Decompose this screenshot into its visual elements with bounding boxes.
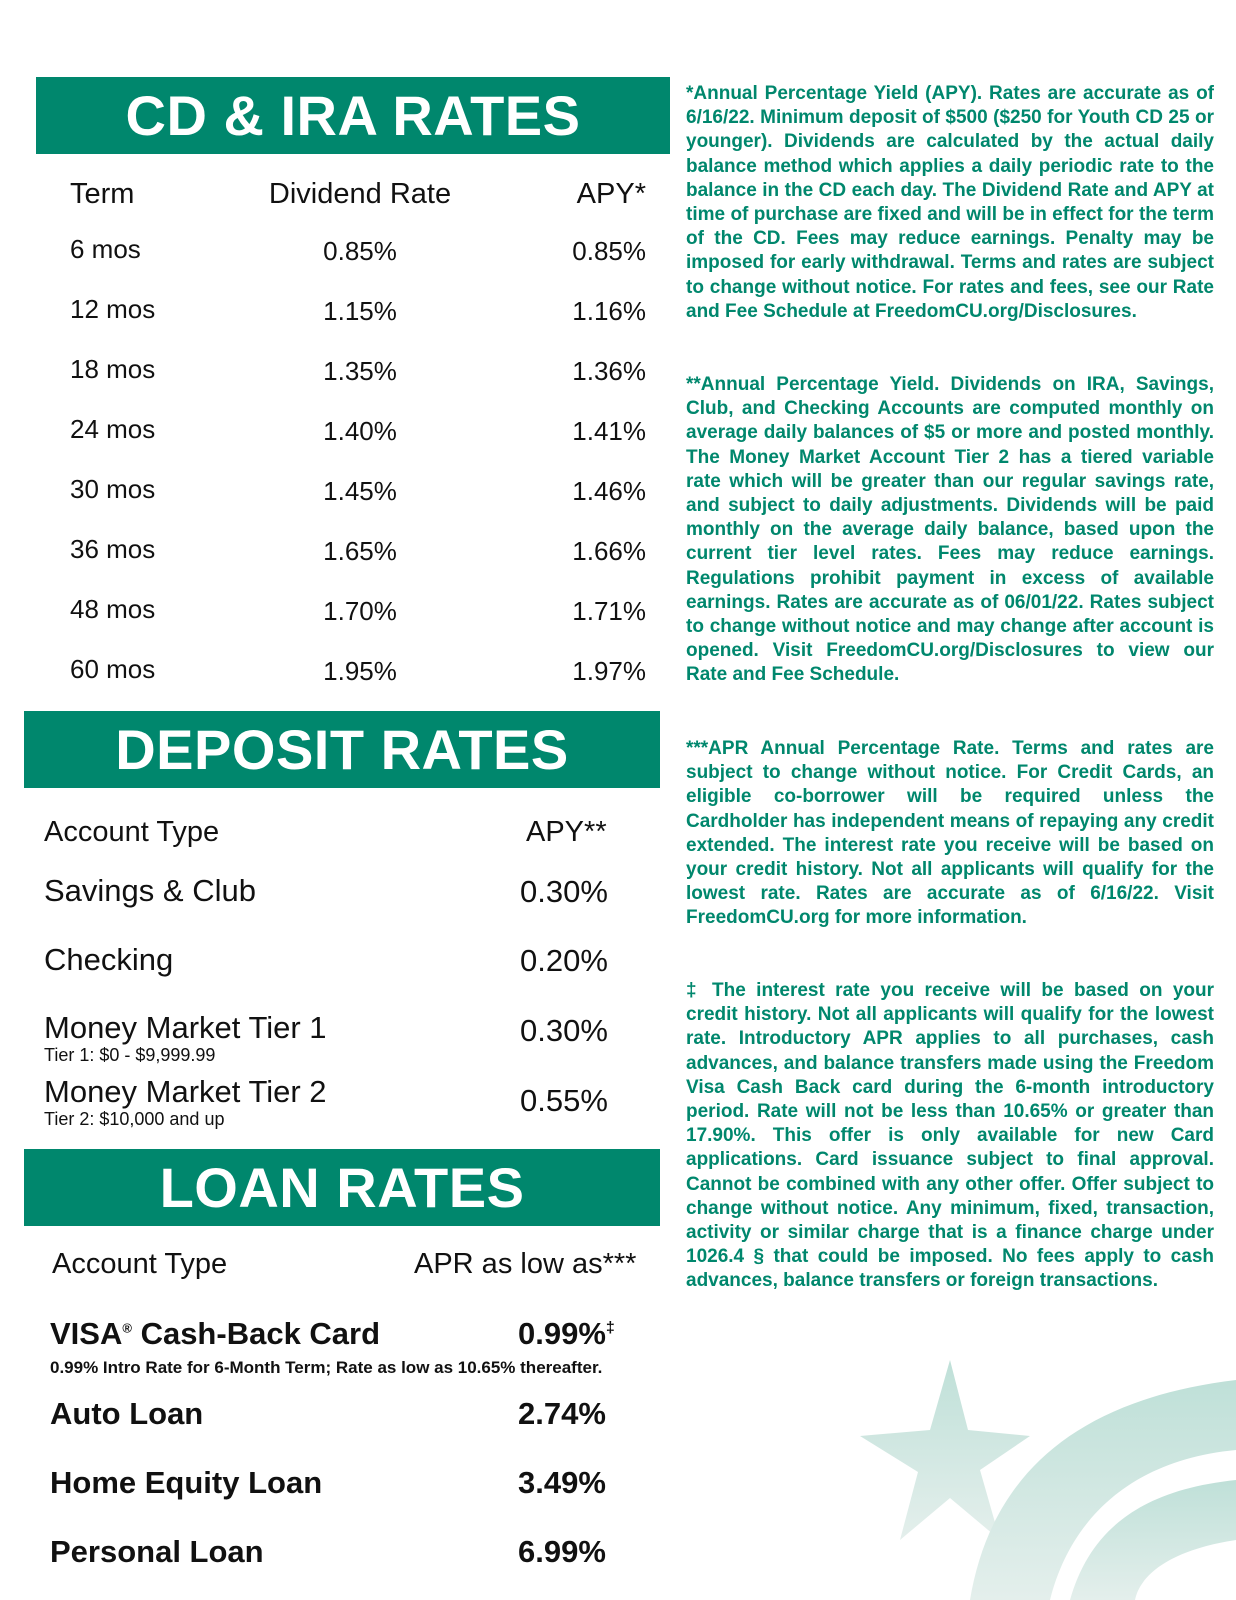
cd-term: 30 mos bbox=[70, 474, 156, 504]
apr-disclosure: ***APR Annual Percentage Rate. Terms and rates are subject to change without notice. For Credit Cards, an eligible co-borrower will be required unless the Cardholder has independent means of repaying any credit extended. The interest rate you receive will be based on your credit history. Not all applicants will qualify for the lowest rate. Rates are accurate as of 6/16/22. Visit FreedomCU.org for more information. bbox=[686, 738, 1214, 929]
cd-apy: 0.85% bbox=[572, 236, 646, 266]
apy-column-header: APY* bbox=[576, 178, 646, 210]
deposit-apy-disclosure: **Annual Percentage Yield. Dividends on IRA, Savings, Club, and Checking Accounts are computed monthly on average daily balances of $5 or more and posted monthly. The Money Market Account Tier 2 has a tiered variable rate which will be greater than our regular savings rate, and subject to daily adjustments. Dividends will be paid monthly on the average daily balance, based upon the current tier level rates. Fees may reduce earnings. Regulations prohibit payment in excess of available earnings. Rates are accurate as of 06/01/22. Rates subject to change without notice and may change after account is opened. Visit FreedomCU.org/Disclosures to view our Rate and Fee Schedule. bbox=[686, 374, 1214, 686]
loan-apr: 2.74% bbox=[518, 1396, 606, 1431]
cd-dividend-rate: 1.95% bbox=[323, 656, 397, 686]
deposit-account-apy: 0.55% bbox=[520, 1083, 608, 1118]
cd-apy: 1.36% bbox=[572, 356, 646, 386]
visa-apr-value: 0.99% bbox=[518, 1316, 606, 1351]
visa-cash-back-card-label bbox=[50, 1316, 380, 1352]
visa-label-rest: Cash-Back Card bbox=[131, 1316, 381, 1351]
cd-dividend-rate: 1.65% bbox=[323, 536, 397, 566]
cd-ira-rates-heading: CD & IRA RATES bbox=[36, 77, 670, 154]
double-dagger-mark: ‡ bbox=[605, 1319, 615, 1337]
loan-account-type-header: Account Type bbox=[52, 1248, 228, 1280]
deposit-apy-header: APY** bbox=[526, 816, 607, 848]
cd-term: 36 mos bbox=[70, 534, 156, 564]
cd-apy: 1.66% bbox=[572, 536, 646, 566]
cd-dividend-rate: 1.45% bbox=[323, 476, 397, 506]
loan-label: Personal Loan bbox=[50, 1534, 264, 1569]
cd-dividend-rate: 0.85% bbox=[323, 236, 397, 266]
deposit-account-type-header: Account Type bbox=[44, 816, 220, 848]
registered-mark: ® bbox=[122, 1320, 132, 1336]
cd-term: 18 mos bbox=[70, 354, 156, 384]
cd-apy: 1.41% bbox=[572, 416, 646, 446]
loan-apr-header: APR as low as*** bbox=[414, 1248, 637, 1280]
loan-label: Auto Loan bbox=[50, 1396, 204, 1431]
dividend-rate-column-header: Dividend Rate bbox=[268, 178, 452, 210]
deposit-account-label: Savings & Club bbox=[44, 873, 256, 908]
loan-label: Home Equity Loan bbox=[50, 1465, 323, 1500]
loan-apr: 3.49% bbox=[518, 1465, 606, 1500]
deposit-account-apy: 0.20% bbox=[520, 943, 608, 978]
loan-rates-heading: LOAN RATES bbox=[24, 1149, 660, 1226]
cd-term: 24 mos bbox=[70, 414, 156, 444]
deposit-account-apy: 0.30% bbox=[520, 1013, 608, 1048]
cd-dividend-rate: 1.15% bbox=[323, 296, 397, 326]
cd-apy: 1.46% bbox=[572, 476, 646, 506]
visa-intro-note: 0.99% Intro Rate for 6-Month Term; Rate as low as 10.65% thereafter. bbox=[50, 1358, 603, 1377]
deposit-account-label: Checking bbox=[44, 942, 174, 977]
cd-dividend-rate: 1.35% bbox=[323, 356, 397, 386]
cd-apy: 1.16% bbox=[572, 296, 646, 326]
cd-dividend-rate: 1.40% bbox=[323, 416, 397, 446]
deposit-tier-range: Tier 2: $10,000 and up bbox=[44, 1109, 225, 1129]
deposit-account-label: Money Market Tier 1 bbox=[44, 1010, 327, 1045]
cd-apy: 1.97% bbox=[572, 656, 646, 686]
deposit-account-label: Money Market Tier 2 bbox=[44, 1074, 327, 1109]
term-column-header: Term bbox=[70, 178, 135, 210]
visa-rate-disclosure: ‡ The interest rate you receive will be based on your credit history. Not all applicants will qualify for the lowest rate. Introductory APR applies to all purchases, cash advances, and balance transfers made using the Freedom Visa Cash Back card during the 6-month introductory period. Rate will not be less than 10.65% or greater than 17.90%. This offer is only available for new Card applications. Card issuance subject to final approval. Cannot be combined with any other offer. Offer subject to change without notice. Any minimum, fixed, transaction, activity or similar charge that is a finance charge under 1026.4 § that could be imposed. No fees apply to cash advances, balance transfers or foreign transactions. bbox=[686, 980, 1214, 1292]
cd-term: 60 mos bbox=[70, 654, 156, 684]
visa-label: VISA bbox=[50, 1316, 123, 1351]
cd-dividend-rate: 1.70% bbox=[323, 596, 397, 626]
freedom-star-logo-watermark bbox=[840, 1340, 1236, 1600]
cd-apy-disclosure: *Annual Percentage Yield (APY). Rates are accurate as of 6/16/22. Minimum deposit of $500 ($250 for Youth CD 25 or younger). Dividends are calculated by the actual daily balance method which applies a daily periodic rate to the balance in the CD each day. The Dividend Rate and APY at time of purchase are fixed and will be in effect for the term of the CD. Fees may reduce earnings. Penalty may be imposed for early withdrawal. Terms and rates are subject to change without notice. For rates and fees, see our Rate and Fee Schedule at FreedomCU.org/Disclosures. bbox=[686, 83, 1214, 322]
visa-apr bbox=[518, 1316, 615, 1352]
cd-term: 12 mos bbox=[70, 294, 156, 324]
cd-term: 48 mos bbox=[70, 594, 156, 624]
deposit-rates-heading: DEPOSIT RATES bbox=[24, 711, 660, 788]
deposit-tier-range: Tier 1: $0 - $9,999.99 bbox=[44, 1045, 216, 1065]
cd-apy: 1.71% bbox=[572, 596, 646, 626]
cd-term: 6 mos bbox=[70, 234, 141, 264]
loan-apr: 6.99% bbox=[518, 1534, 606, 1569]
deposit-account-apy: 0.30% bbox=[520, 874, 608, 909]
